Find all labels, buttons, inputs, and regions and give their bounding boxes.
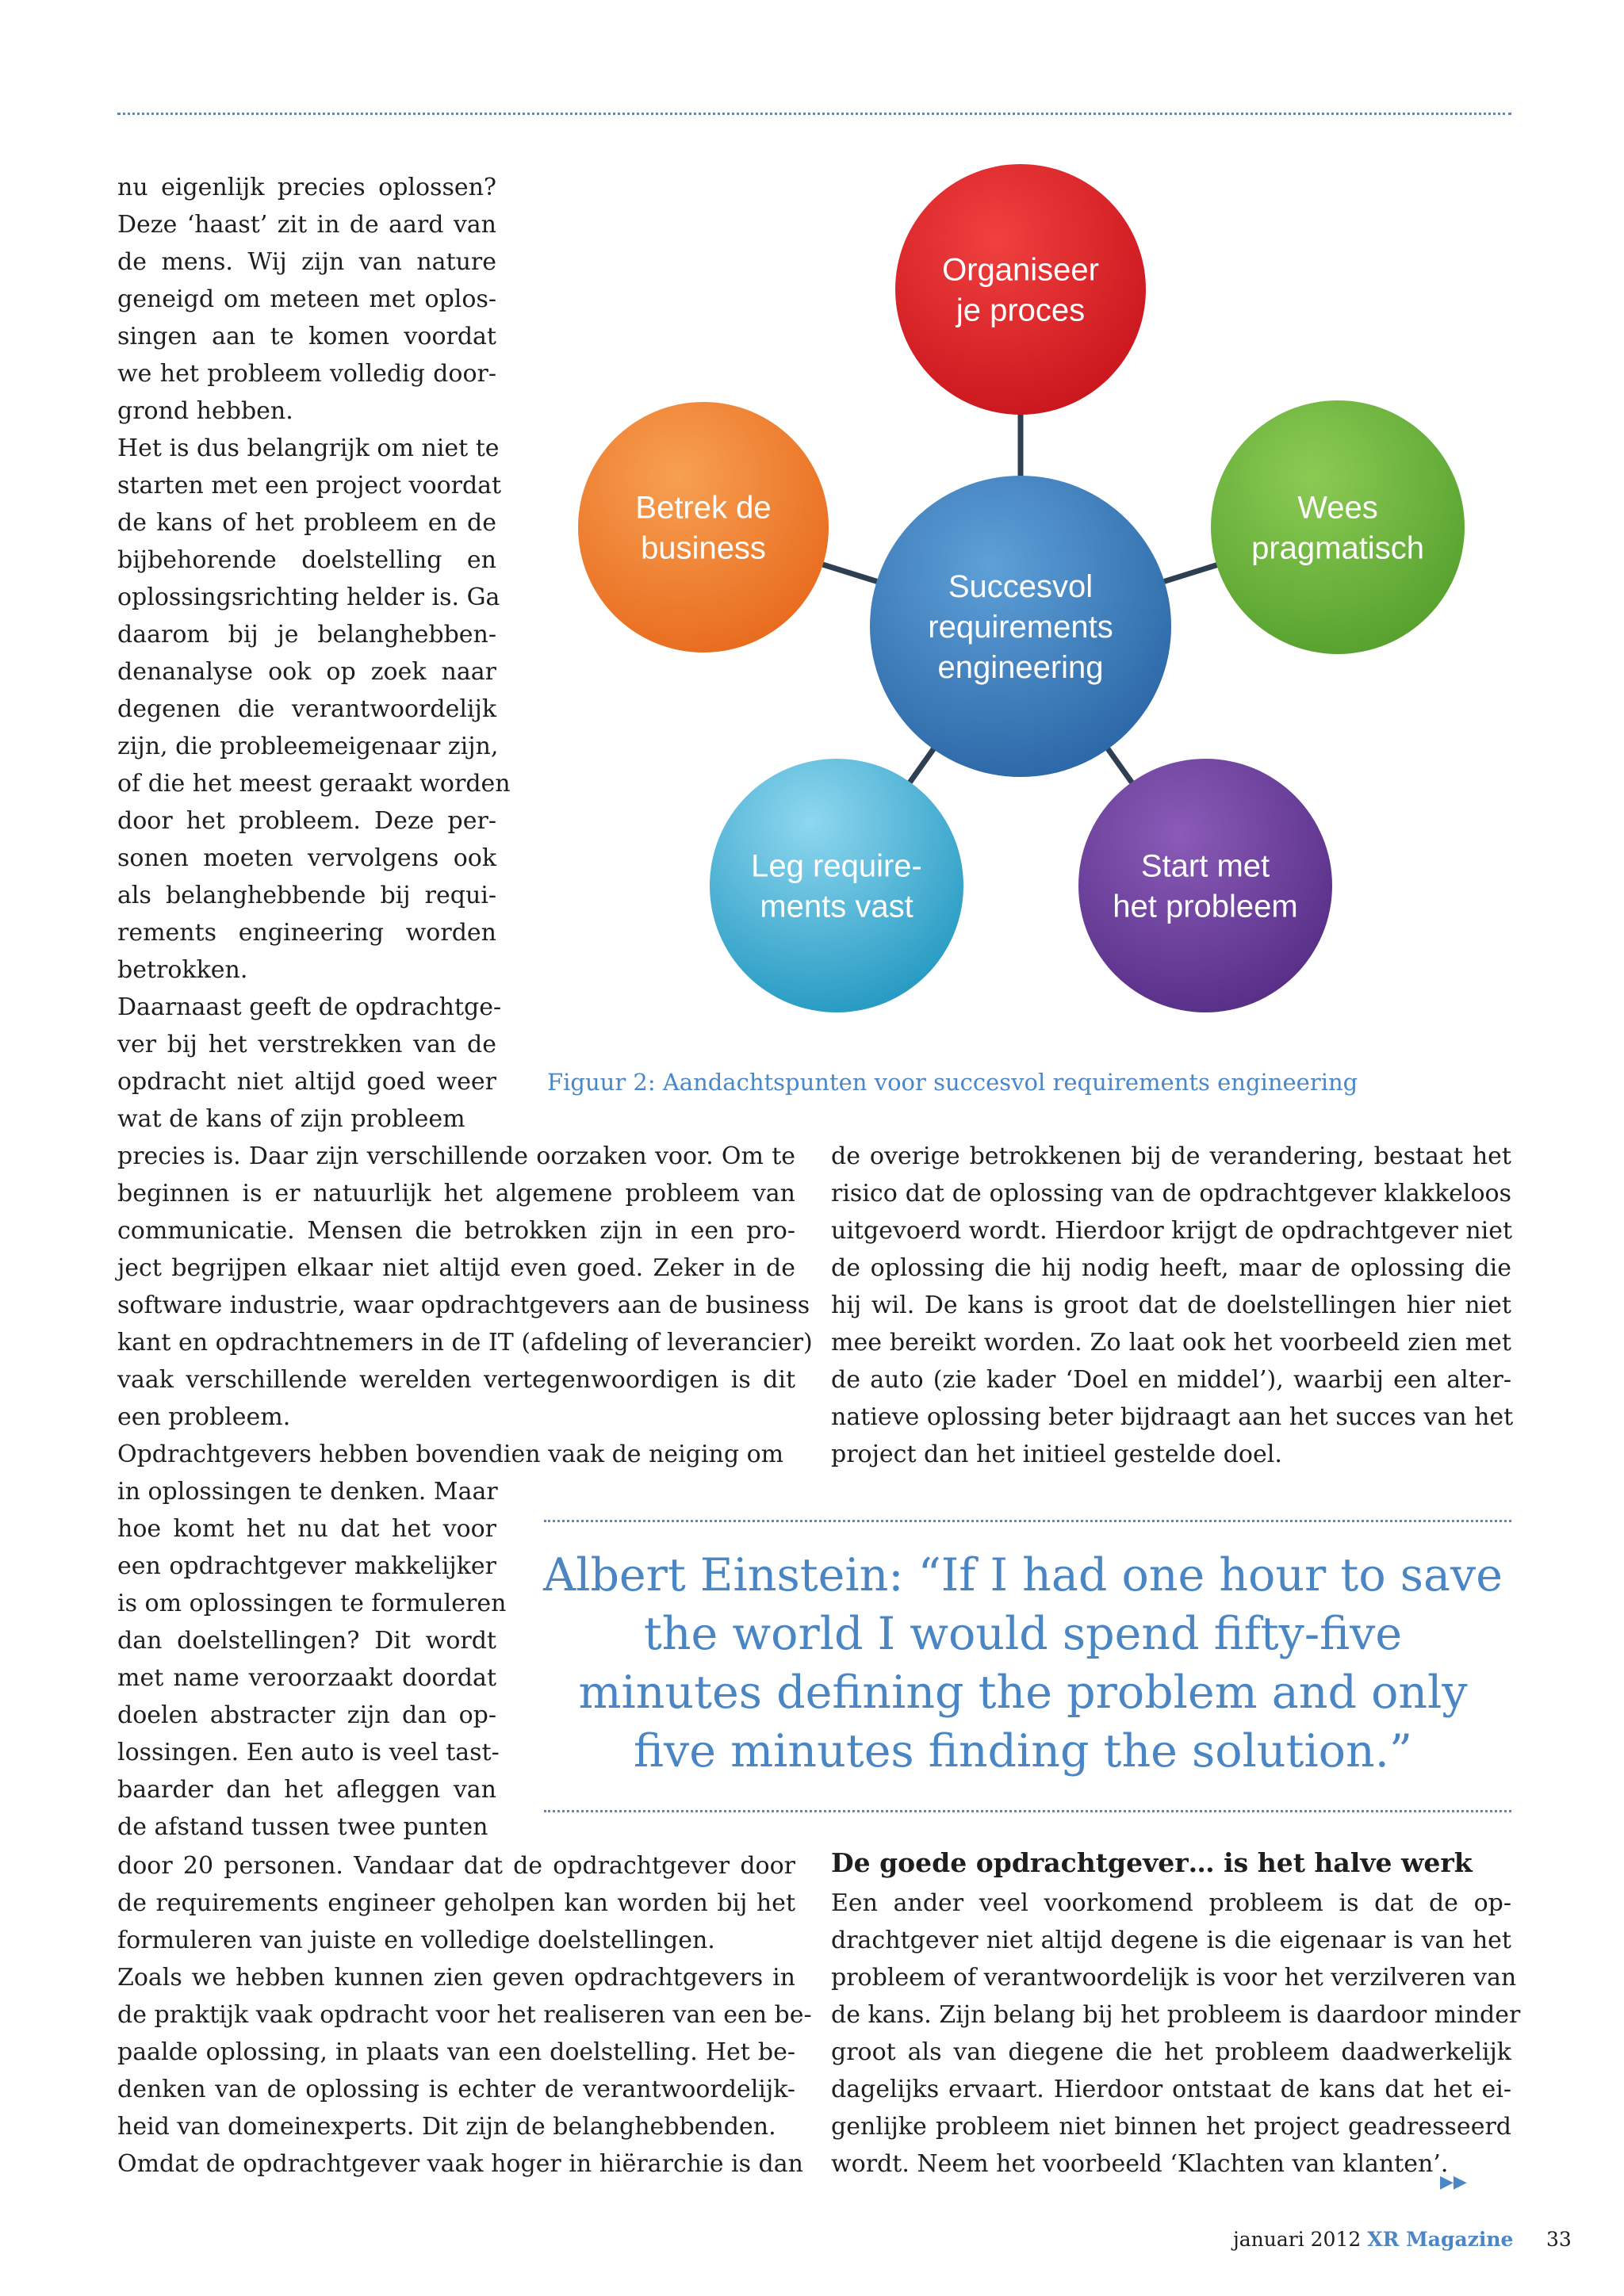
footer-magazine: XR Magazine	[1367, 2228, 1514, 2251]
text-line: risico dat de oplossing van de opdrachtgever klakkeloos	[831, 1180, 1511, 1207]
node-leg-requirements-label: Leg require-	[751, 848, 922, 884]
text-line: dan doelstellingen? Dit wordt	[117, 1627, 496, 1655]
text-line: de oplossing die hij nodig heeft, maar de oplossing die	[831, 1254, 1511, 1282]
text-line: nu eigenlijk precies oplossen?	[117, 174, 496, 201]
text-line: dagelijks ervaart. Hierdoor ontstaat de kans dat het ei-	[831, 2076, 1511, 2103]
node-start-probleem-label: Start met	[1140, 848, 1270, 884]
node-organiseer-label: je proces	[956, 293, 1086, 328]
text-line: met name veroorzaakt doordat	[117, 1664, 496, 1692]
text-line: geneigd om meteen met oplos-	[117, 285, 496, 313]
text-line: daarom bij je belanghebben-	[117, 621, 496, 649]
text-line: software industrie, waar opdrachtgevers aan de business	[117, 1292, 810, 1319]
text-line: de requirements engineer geholpen kan worden bij het	[117, 1889, 795, 1917]
pull-quote-line: minutes defining the problem and only	[578, 1667, 1468, 1719]
figure-caption: Figuur 2: Aandachtspunten voor succesvol requirements engineering	[547, 1069, 1358, 1096]
text-line: wat de kans of zijn probleem	[117, 1105, 465, 1133]
node-betrek-business-circle	[578, 402, 829, 652]
text-line: de overige betrokkenen bij de verandering, bestaat het	[831, 1142, 1511, 1170]
text-line: is om oplossingen te formuleren	[117, 1590, 507, 1617]
continue-arrow-icon: ▶▶	[1440, 2172, 1467, 2192]
node-pragmatisch-circle	[1211, 400, 1465, 654]
page-number: 33	[1546, 2228, 1572, 2251]
text-line: vaak verschillende werelden vertegenwoordigen is dit	[117, 1366, 795, 1394]
text-line: Een ander veel voorkomend probleem is dat de op-	[831, 1889, 1511, 1917]
text-line: denken van de oplossing is echter de verantwoordelijk-	[117, 2076, 795, 2103]
node-start-probleem-label: het probleem	[1113, 889, 1298, 924]
text-line: in oplossingen te denken. Maar	[117, 1478, 498, 1506]
node-organiseer-circle	[895, 164, 1146, 415]
node-betrek-business	[578, 402, 829, 652]
node-leg-requirements	[710, 759, 963, 1012]
text-line: opdracht niet altijd goed weer	[117, 1068, 496, 1096]
node-betrek-business-label: business	[641, 530, 766, 566]
text-line: de praktijk vaak opdracht voor het realiseren van een be-	[117, 2001, 812, 2029]
node-center-label: requirements	[928, 610, 1113, 645]
node-betrek-business-label: Betrek de	[635, 490, 772, 526]
text-line: wordt. Neem het voorbeeld ‘Klachten van klanten’.	[831, 2150, 1449, 2178]
footer-date: januari 2012	[1233, 2228, 1362, 2251]
text-line: kant en opdrachtnemers in de IT (afdeling of leverancier)	[117, 1329, 813, 1357]
node-start-probleem-circle	[1078, 759, 1332, 1012]
text-line: genlijke probleem niet binnen het project geadresseerd	[831, 2113, 1511, 2141]
text-line: Het is dus belangrijk om niet te	[117, 434, 500, 462]
pull-quote-line: the world I would spend fifty-five	[643, 1608, 1403, 1660]
text-line: denanalyse ook op zoek naar	[117, 658, 496, 686]
node-leg-requirements-label: ments vast	[760, 889, 914, 924]
text-line: rements engineering worden	[117, 919, 496, 947]
pull-quote-line: Albert Einstein: “If I had one hour to save	[543, 1549, 1503, 1601]
text-line: Daarnaast geeft de opdrachtge-	[117, 993, 502, 1021]
text-line: de kans of het probleem en de	[117, 509, 496, 537]
text-line: Omdat de opdrachtgever vaak hoger in hiërarchie is dan	[117, 2150, 803, 2178]
text-line: een opdrachtgever makkelijker	[117, 1552, 496, 1580]
text-line: bijbehorende doelstelling en	[117, 546, 496, 574]
text-line: als belanghebbende bij requi-	[117, 882, 496, 909]
text-line: beginnen is er natuurlijk het algemene probleem van	[117, 1180, 795, 1207]
text-line: Zoals we hebben kunnen zien geven opdrachtgevers in	[117, 1964, 795, 1992]
text-line: singen aan te komen voordat	[117, 323, 496, 350]
text-line: de auto (zie kader ‘Doel en middel’), waarbij een alter-	[831, 1366, 1511, 1394]
text-line: de afstand tussen twee punten	[117, 1813, 488, 1841]
text-line: oplossingsrichting helder is. Ga	[117, 584, 500, 611]
text-line: sonen moeten vervolgens ook	[117, 844, 496, 872]
text-line: groot als van diegene die het probleem daadwerkelijk	[831, 2038, 1511, 2066]
text-line: heid van domeinexperts. Dit zijn de belanghebbenden.	[117, 2113, 776, 2141]
text-line: we het probleem volledig door-	[117, 360, 496, 388]
pull-quote-line: five minutes finding the solution.”	[634, 1725, 1412, 1777]
text-line: de kans. Zijn belang bij het probleem is daardoor minder	[831, 2001, 1521, 2029]
quote-divider-top	[544, 1520, 1511, 1522]
text-line: mee bereikt worden. Zo laat ook het voorbeeld zien met	[831, 1329, 1511, 1357]
node-organiseer-label: Organiseer	[942, 252, 1099, 288]
text-line: Deze ‘haast’ zit in de aard van	[117, 211, 496, 239]
node-leg-requirements-circle	[710, 759, 963, 1012]
text-line: doelen abstracter zijn dan op-	[117, 1701, 496, 1729]
text-line: uitgevoerd wordt. Hierdoor krijgt de opdrachtgever niet	[831, 1217, 1513, 1245]
text-line: hoe komt het nu dat het voor	[117, 1515, 496, 1543]
top-divider	[117, 113, 1511, 115]
node-pragmatisch-label: Wees	[1297, 490, 1378, 526]
text-line: door het probleem. Deze per-	[117, 807, 496, 835]
text-line: Opdrachtgevers hebben bovendien vaak de neiging om	[117, 1441, 784, 1468]
text-line: natieve oplossing beter bijdraagt aan het succes van het	[831, 1403, 1514, 1431]
text-line: door 20 personen. Vandaar dat de opdrachtgever door	[117, 1852, 795, 1880]
text-line: of die het meest geraakt worden	[117, 770, 511, 798]
text-line: paalde oplossing, in plaats van een doelstelling. Het be-	[117, 2038, 795, 2066]
text-line: project dan het initieel gestelde doel.	[831, 1441, 1282, 1468]
text-line: ver bij het verstrekken van de	[117, 1031, 496, 1058]
text-line: lossingen. Een auto is veel tast-	[117, 1739, 500, 1766]
text-line: formuleren van juiste en volledige doelstellingen.	[117, 1927, 715, 1954]
pull-quote	[539, 1546, 1507, 1781]
text-line: grond hebben.	[117, 397, 293, 425]
text-line: precies is. Daar zijn verschillende oorzaken voor. Om te	[117, 1142, 795, 1170]
node-pragmatisch	[1211, 400, 1465, 654]
text-line: drachtgever niet altijd degene is die eigenaar is van het	[831, 1927, 1511, 1954]
text-line: hij wil. De kans is groot dat de doelstellingen hier niet	[831, 1292, 1511, 1319]
text-line: communicatie. Mensen die betrokken zijn in een pro-	[117, 1217, 795, 1245]
footer	[1233, 2228, 1513, 2251]
text-line: degenen die verantwoordelijk	[117, 695, 496, 723]
section-heading: De goede opdrachtgever… is het halve werk	[831, 1847, 1473, 1878]
figure-2-diagram	[555, 159, 1507, 1047]
text-line: starten met een project voordat	[117, 472, 502, 499]
node-center	[870, 476, 1171, 777]
node-center-label: Succesvol	[948, 569, 1094, 604]
text-line: de mens. Wij zijn van nature	[117, 248, 496, 276]
text-line: een probleem.	[117, 1403, 291, 1431]
text-line: probleem of verantwoordelijk is voor het verzilveren van	[831, 1964, 1517, 1992]
node-organiseer	[895, 164, 1146, 415]
text-line: baarder dan het afleggen van	[117, 1776, 496, 1804]
node-start-probleem	[1078, 759, 1332, 1012]
quote-divider-bottom	[544, 1810, 1511, 1812]
text-line: zijn, die probleemeigenaar zijn,	[117, 733, 499, 760]
node-pragmatisch-label: pragmatisch	[1251, 530, 1424, 566]
node-center-label: engineering	[937, 650, 1104, 685]
text-line: ject begrijpen elkaar niet altijd even goed. Zeker in de	[117, 1254, 795, 1282]
text-line: betrokken.	[117, 956, 248, 984]
